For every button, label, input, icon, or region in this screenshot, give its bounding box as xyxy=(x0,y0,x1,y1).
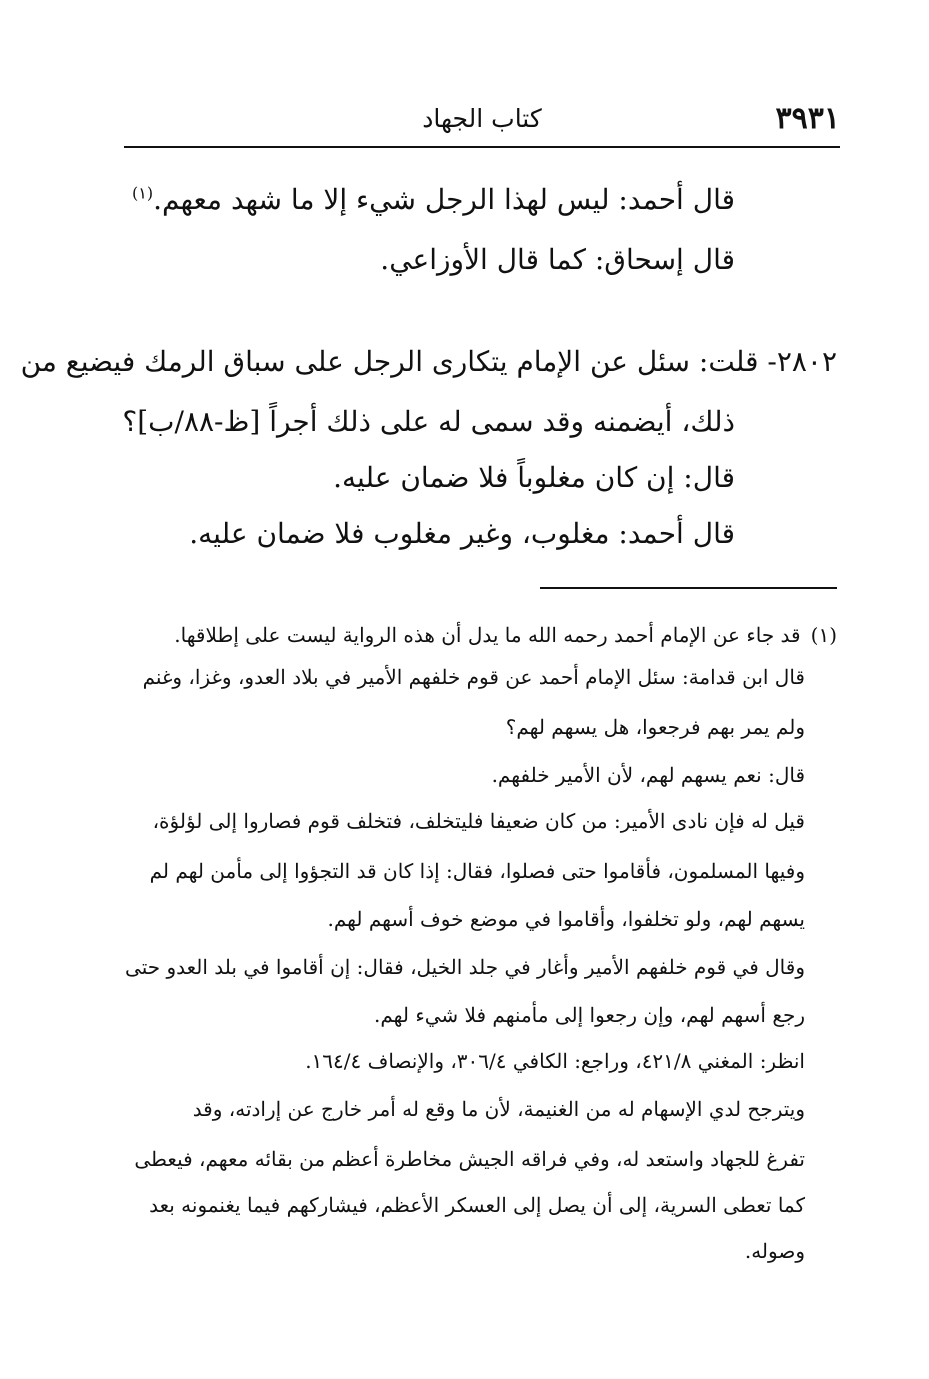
footnote-line-6: وفيها المسلمون، فأقاموا حتى فصلوا، فقال: إذا كان قد التجؤوا إلى مأمن لهم لم xyxy=(149,859,805,883)
running-title: كتاب الجهاد xyxy=(422,104,542,133)
footnote-line-1 xyxy=(174,620,837,650)
footnote-line-text: قد جاء عن الإمام أحمد رحمه الله ما يدل أن هذه الرواية ليست على إطلاقها. xyxy=(174,623,801,647)
footnote-separator xyxy=(540,587,837,589)
header-divider xyxy=(124,146,840,148)
footnote-line-9: رجع أسهم لهم، وإن رجعوا إلى مأمنهم فلا شيء لهم. xyxy=(374,1003,805,1027)
body-line-2: قال إسحاق: كما قال الأوزاعي. xyxy=(380,243,735,276)
footnote-line-11: ويترجح لدي الإسهام له من الغنيمة، لأن ما وقع له أمر خارج عن إرادته، وقد xyxy=(192,1097,805,1121)
body-line-3: ٢٨٠٢- قلت: سئل عن الإمام يتكارى الرجل على سباق الرمك فيضيع من xyxy=(20,345,837,378)
footnote-reference: (١) xyxy=(132,183,154,203)
footnote-line-7: يسهم لهم، ولو تخلفوا، وأقاموا في موضع خوف أسهم لهم. xyxy=(327,907,805,931)
page-number: ٣٩٣١ xyxy=(775,101,840,136)
footnote-line-2: قال ابن قدامة: سئل الإمام أحمد عن قوم خلفهم الأمير في بلاد العدو، وغزا، وغنم xyxy=(142,665,805,689)
body-line-1 xyxy=(132,180,735,220)
footnote-line-12: تفرغ للجهاد واستعد له، وفي فراقه الجيش مخاطرة أعظم من بقائه معهم، فيعطى xyxy=(134,1147,805,1171)
body-line-6: قال أحمد: مغلوب، وغير مغلوب فلا ضمان عليه. xyxy=(189,517,735,550)
footnote-line-10: انظر: المغني ٤٢١/٨، وراجع: الكافي ٣٠٦/٤، والإنصاف ١٦٤/٤. xyxy=(305,1049,805,1073)
body-line-4: ذلك، أيضمنه وقد سمى له على ذلك أجراً [ظ-٨٨/ب]؟ xyxy=(122,405,735,438)
footnote-line-14: وصوله. xyxy=(744,1239,805,1263)
footnote-line-13: كما تعطى السرية، إلى أن يصل إلى العسكر الأعظم، فيشاركهم فيما يغنمونه بعد xyxy=(149,1193,805,1217)
body-line-5: قال: إن كان مغلوباً فلا ضمان عليه. xyxy=(333,461,735,494)
footnote-line-4: قال: نعم يسهم لهم، لأن الأمير خلفهم. xyxy=(491,763,805,787)
footnote-line-3: ولم يمر بهم فرجعوا، هل يسهم لهم؟ xyxy=(505,715,805,739)
footnote-line-5: قيل له فإن نادى الأمير: من كان ضعيفا فليتخلف، فتخلف قوم فصاروا إلى لؤلؤة، xyxy=(152,809,805,833)
footnote-line-8: وقال في قوم خلفهم الأمير وأغار في جلد الخيل، فقال: إن أقاموا في بلد العدو حتى xyxy=(125,955,805,979)
page-header xyxy=(124,98,840,144)
body-line-text: قال أحمد: ليس لهذا الرجل شيء إلا ما شهد معهم. xyxy=(153,183,735,216)
footnote-number: (١) xyxy=(810,623,837,647)
